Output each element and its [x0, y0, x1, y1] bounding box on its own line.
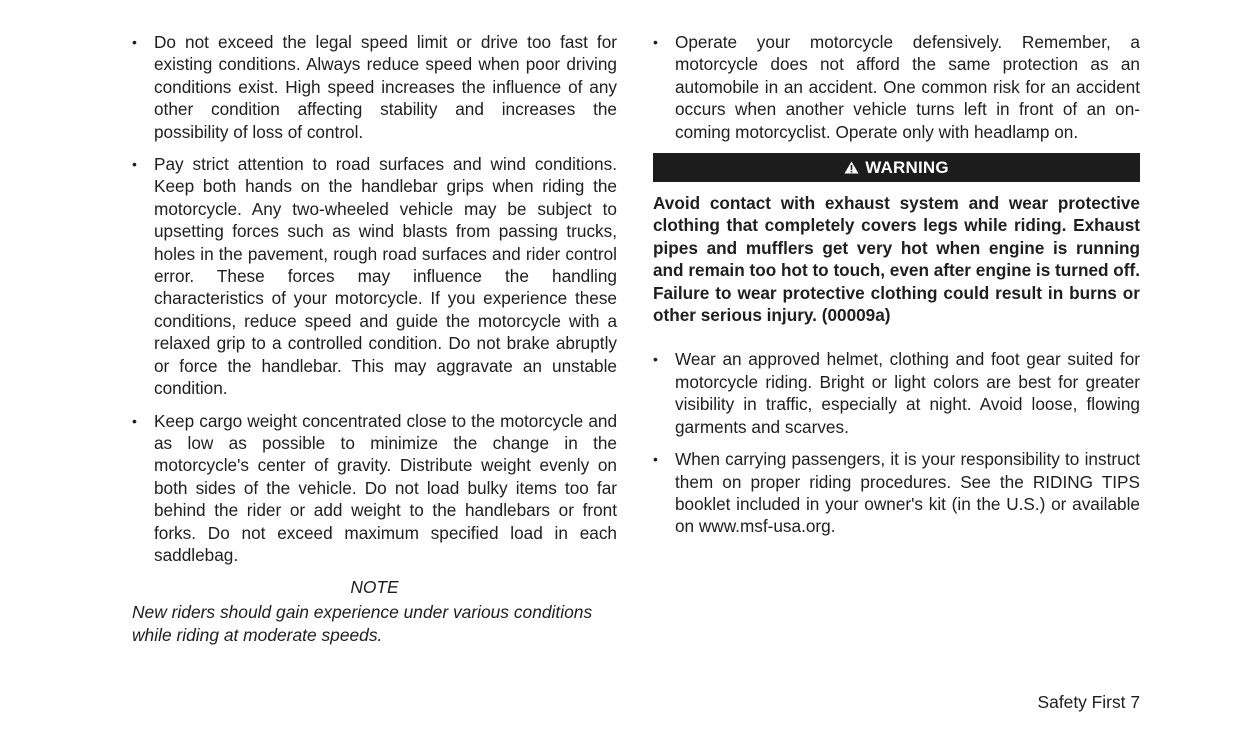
bullet-icon: • — [653, 351, 658, 368]
list-item — [132, 153, 617, 399]
note-block — [132, 576, 617, 646]
bullet-icon: • — [132, 156, 137, 173]
warning-triangle-icon — [844, 161, 859, 174]
list-item — [653, 31, 1140, 143]
list-item — [132, 31, 617, 143]
bullet-text: Pay strict attention to road surfaces and wind conditions. Keep both hands on the handlebar grips when riding the motorcycle. Any two-wheeled vehicle may be subject to upsetting forces such as wind blasts from passing trucks, holes in the pavement, rough road surfaces and rider control error. These forces may influence the handling characteristics of your motorcycle. If you experience these conditions, reduce speed and guide the motorcycle with a relaxed grip to a controlled condition. Do not brake abruptly or force the handlebar. This may aggravate an unstable condition. — [154, 154, 617, 399]
warning-label: WARNING — [865, 157, 949, 177]
warning-text: Avoid contact with exhaust system and wear protective clothing that completely covers legs while riding. Exhaust pipes and mufflers get very hot when engine is running and remain too hot to touch, even after engine is turned off. Failure to wear protective clothing could result in burns or other serious injury. (00009a) — [653, 193, 1141, 326]
bullet-text: Do not exceed the legal speed limit or drive too fast for existing conditions. Always reduce speed when poor driving conditions exist. High speed increases the influence of any other condition affecting stability and increases the possibility of loss of control. — [154, 32, 617, 142]
bullet-text: Wear an approved helmet, clothing and foot gear suited for motorcycle riding. Bright or light colors are best for greater visibility in traffic, especially at night. Avoid loose, flowing garments and scarves. — [675, 349, 1140, 437]
bullet-text: Keep cargo weight concentrated close to the motorcycle and as low as possible to minimize the change in the motorcycle's center of gravity. Distribute weight evenly on both sides of the vehicle. Do not load bulky items too far behind the rider or add weight to the handlebars or front forks. Do not exceed maximum specified load in each saddlebag. — [154, 410, 617, 565]
right-column — [653, 31, 1140, 548]
bullet-text: When carrying passengers, it is your responsibility to instruct them on proper riding procedures. See the RIDING TIPS booklet included in your owner's kit (in the U.S.) or available on www.msf-usa.org. — [675, 449, 1140, 537]
list-item — [132, 410, 617, 567]
page-footer: Safety First 7 — [1037, 692, 1140, 712]
list-item — [653, 348, 1140, 438]
bullet-icon: • — [132, 34, 137, 50]
note-title: NOTE — [350, 577, 399, 598]
note-text: New riders should gain experience under various conditions while riding at moderate speeds. — [132, 602, 593, 645]
warning-banner — [653, 153, 1140, 182]
left-column — [132, 31, 617, 646]
right-bullet-list-bottom — [653, 348, 1140, 537]
list-item — [653, 448, 1140, 538]
bullet-text: Operate your motorcycle defensively. Remember, a motorcycle does not afford the same protection as an automobile in an accident. One common risk for an accident occurs when another vehicle turns left in front of an on-coming motorcyclist. Operate only with headlamp on. — [675, 32, 1140, 142]
bullet-icon: • — [653, 34, 658, 50]
bullet-icon: • — [653, 451, 658, 468]
right-bullet-list-top — [653, 31, 1140, 143]
bullet-icon: • — [132, 412, 137, 429]
left-bullet-list — [132, 31, 617, 566]
